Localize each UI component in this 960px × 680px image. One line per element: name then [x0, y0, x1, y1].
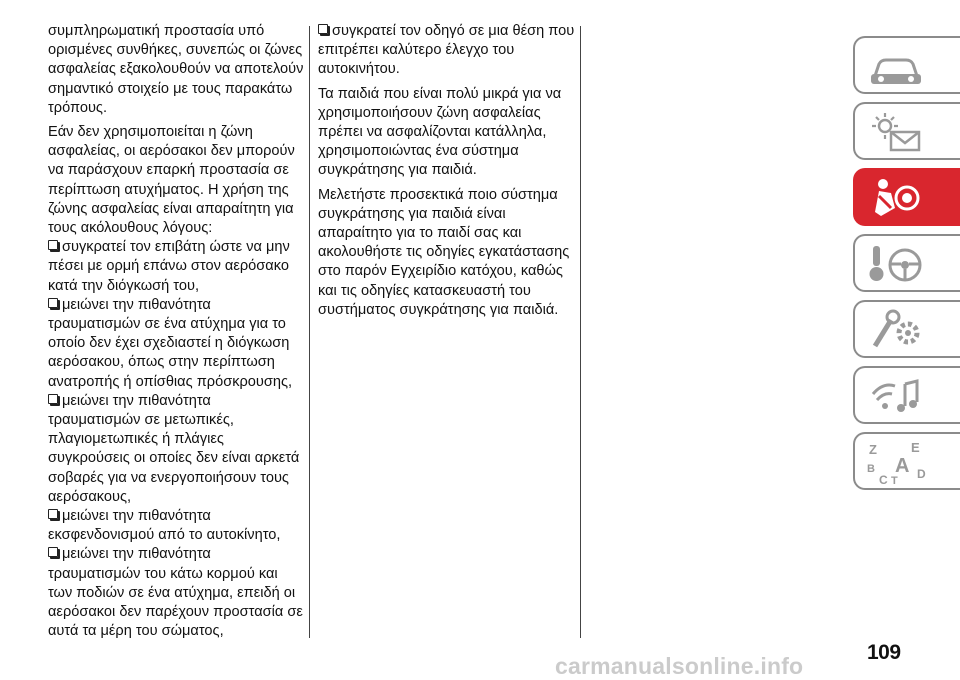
intro-paragraph-2: Εάν δεν χρησιμοποιείται η ζώνη ασφαλείας, οι αερόσακοι δεν μπορούν να παράσχουν επαρκή προστασία σε περίπτωση ατυχήματος. Η χρήση της ζώνης ασφαλείας είναι απαραίτητη για τους ακόλουθους λόγους:	[48, 124, 295, 237]
index-letter: T	[891, 475, 898, 487]
airbag-seat-icon	[861, 174, 931, 224]
bullet-item	[48, 296, 304, 392]
tab-maintenance[interactable]	[853, 300, 960, 358]
bullet-text: μειώνει την πιθανότητα τραυματισμών σε μετωπικές, πλαγιομετωπικές ή πλάγιες συγκρούσεις οι οποίες δεν είναι αρκετά σοβαρές για να ενεργοποιήσουν τους αερόσακους,	[48, 392, 300, 505]
bullet-item	[48, 507, 304, 545]
bullet-item	[318, 22, 580, 80]
bullet-text: μειώνει την πιθανότητα τραυματισμών σε ένα ατύχημα για το οποίο δεν έχει σχεδιαστεί η διόγκωση αερόσακου, όπως στην περίπτωση ανατροπής ή οπίσθιας πρόσκρουσης,	[48, 296, 293, 390]
index-letter: A	[895, 455, 910, 477]
checkbox-bullet-icon	[48, 547, 58, 557]
tab-starting-driving[interactable]	[853, 234, 960, 292]
alphabet-index-icon	[861, 438, 931, 488]
page-number: 109	[867, 641, 901, 664]
bullet-text: μειώνει την πιθανότητα τραυματισμών του κάτω κορμού και των ποδιών σε ένα ατύχημα, επειδή οι αερόσακοι δεν παρέχουν προστασία σε αυτά τα μέρη του σώματος,	[48, 546, 303, 640]
intro-paragraph-1: συμπληρωματική προστασία υπό ορισμένες συνθήκες, συνεπώς οι ζώνες ασφαλείας εξακολουθούν να αποτελούν σημαντικό στοιχείο με τους παρακάτω τρόπους.	[48, 23, 304, 116]
key-steering-wheel-icon	[861, 240, 931, 290]
tab-car[interactable]	[853, 36, 960, 94]
tab-index[interactable]	[853, 432, 960, 490]
bullet-text: συγκρατεί τον επιβάτη ώστε να μην πέσει με ορμή επάνω στον αερόσακο κατά την διόγκωσή του,	[48, 239, 290, 294]
bullet-text: συγκρατεί τον οδηγό σε μια θέση που επιτρέπει καλύτερο έλεγχο του αυτοκινήτου.	[318, 23, 575, 78]
index-letter: E	[911, 440, 920, 455]
bullet-text: μειώνει την πιθανότητα εκσφενδονισμού από το αυτοκίνητο,	[48, 508, 281, 544]
index-letter: Z	[869, 442, 877, 457]
checkbox-bullet-icon	[48, 394, 58, 404]
watermark-url: carmanualsonline.info	[555, 653, 804, 679]
bullet-item	[48, 392, 304, 507]
left-column	[48, 22, 304, 642]
column-divider	[580, 26, 581, 638]
index-letter: B	[867, 463, 875, 475]
index-letter: C	[879, 473, 888, 487]
study-instructions-paragraph: Μελετήστε προσεκτικά ποιο σύστημα συγκράτησης για παιδιά είναι απαραίτητο για το παιδί σας και ακολουθήστε τις οδηγίες εγκατάστασης στο παρόν Εγχειρίδιο κατόχου, καθώς και τις οδηγίες κατασκευαστή του συστήματος συγκράτησης για παιδιά.	[318, 186, 570, 318]
warning-lights-icon	[861, 108, 931, 158]
checkbox-bullet-icon	[318, 24, 328, 34]
index-letter: D	[917, 467, 926, 481]
tab-safety[interactable]	[853, 168, 960, 226]
wrench-gear-icon	[861, 306, 931, 356]
tab-multimedia[interactable]	[853, 366, 960, 424]
checkbox-bullet-icon	[48, 509, 58, 519]
checkbox-bullet-icon	[48, 298, 58, 308]
car-icon	[861, 42, 931, 92]
column-divider	[309, 26, 310, 638]
bullet-item	[48, 545, 304, 641]
right-column	[318, 22, 580, 325]
child-restraint-paragraph: Τα παιδιά που είναι πολύ μικρά για να χρησιμοποιήσουν ζώνη ασφαλείας πρέπει να ασφαλίζονται κατάλληλα, χρησιμοποιώντας ένα σύστημα συγκράτησης για παιδιά.	[318, 85, 562, 179]
wifi-music-icon	[861, 372, 931, 422]
checkbox-bullet-icon	[48, 240, 58, 250]
tab-warning-lights[interactable]	[853, 102, 960, 160]
bullet-item	[48, 238, 304, 296]
